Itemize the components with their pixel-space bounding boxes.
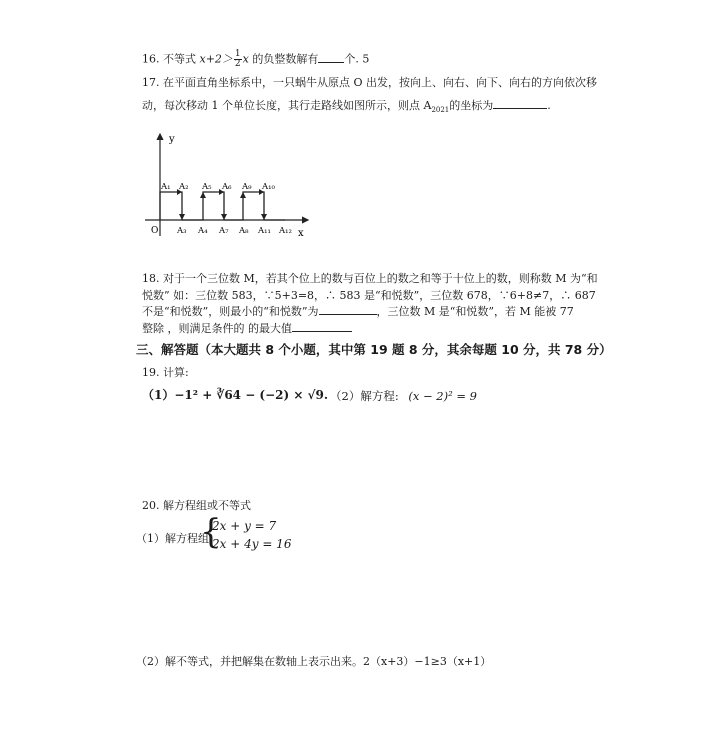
q17-line2-end: 的坐标为	[449, 99, 494, 112]
arrow-head	[261, 214, 267, 220]
label-a2: A₂	[179, 182, 189, 192]
label-a1: A₁	[161, 182, 171, 192]
arrow-head	[179, 214, 185, 220]
arrow-head	[200, 192, 206, 198]
q16-expr: x+2＞	[199, 52, 233, 66]
q20-eq2: 2x + 4y = 16	[212, 537, 292, 551]
q16-fraction	[234, 50, 242, 69]
q16-post: 的负整数解有	[252, 52, 319, 66]
q17-subscript: 2021	[431, 106, 450, 115]
q17-line1: 17. 在平面直角坐标系中，一只蜗牛从原点 O 出发，按向上、向右、向下、向右的方向依次移	[142, 76, 597, 89]
system-brace: {	[200, 512, 222, 552]
q16-frac-num: 1	[234, 49, 241, 59]
arrow-head	[240, 192, 246, 198]
section-3-heading: 三、解答题（本大题共 8 个小题，其中第 19 题 8 分，其余每题 10 分，共 78 分）	[136, 342, 612, 357]
q19-part2-expr: (x − 2)² = 9	[408, 389, 477, 403]
q17-line2-text: 动，每次移动 1 个单位长度，其行走路线如图所示，则点 A	[142, 99, 432, 112]
q16-frac-den: 2	[234, 59, 241, 69]
q20-part1-label: （1）解方程组	[136, 532, 209, 545]
q18-line4-text: 整除 ，则满足条件的 的最大值	[142, 322, 292, 335]
q19-part1	[142, 386, 328, 403]
q17-end: .	[547, 99, 551, 112]
q19-part1-expr: −1² + ∛64 − (−2) × √9.	[174, 388, 329, 402]
q17-line2	[142, 97, 551, 114]
label-a12: A₁₂	[279, 226, 292, 236]
q18-answer-blank-1[interactable]	[319, 314, 377, 315]
question-16	[142, 50, 369, 69]
q17-answer-blank[interactable]	[493, 108, 547, 109]
q20-title: 20. 解方程组或不等式	[142, 499, 251, 512]
label-a4: A₄	[198, 226, 208, 236]
q18-line4	[142, 320, 352, 336]
q16-pre: 不等式	[163, 52, 196, 66]
q19-title: 19. 计算:	[142, 366, 189, 379]
q16-var: x	[242, 52, 249, 66]
q19-part1-label: （1）	[142, 388, 175, 402]
q18-line1: 18. 对于一个三位数 M，若其个位上的数与百位上的数之和等于十位上的数，则称数 M 为“和	[142, 272, 598, 285]
q18-line3b: ，三位数 M 是“和悦数”，若 M 能被 77	[376, 305, 574, 318]
q16-answer-blank[interactable]	[318, 62, 344, 63]
q18-line2: 悦数” 如：三位数 583，∵5+3=8，∴ 583 是“和悦数”，三位数 678，∵6+8≠7，∴ 687	[142, 289, 596, 302]
label-a7: A₇	[219, 226, 229, 236]
label-a3: A₃	[177, 226, 187, 236]
q18-line3	[142, 303, 574, 319]
x-axis-label: x	[298, 228, 304, 239]
y-axis-label: y	[169, 134, 175, 145]
q18-line3a: 不是“和悦数”，则最小的“和悦数”为	[142, 305, 319, 318]
q19-part2	[330, 388, 477, 404]
q20-eq1: 2x + y = 7	[212, 519, 277, 533]
label-a6: A₆	[222, 182, 232, 192]
label-a11: A₁₁	[258, 226, 271, 236]
q16-number: 16.	[142, 52, 160, 66]
q19-part2-label: （2）解方程:	[330, 389, 399, 403]
snail-path-figure	[140, 128, 320, 243]
label-a10: A₁₀	[262, 182, 275, 192]
label-a5: A₅	[202, 182, 212, 192]
q20-part2: （2）解不等式，并把解集在数轴上表示出来。2（x+3）−1≥3（x+1）	[136, 655, 492, 668]
q18-answer-blank-2[interactable]	[292, 331, 352, 332]
q16-post2: 个. 5	[344, 52, 370, 66]
origin-label: O	[151, 226, 159, 236]
label-a8: A₈	[239, 226, 249, 236]
label-a9: A₉	[242, 182, 252, 192]
arrow-head	[221, 214, 227, 220]
